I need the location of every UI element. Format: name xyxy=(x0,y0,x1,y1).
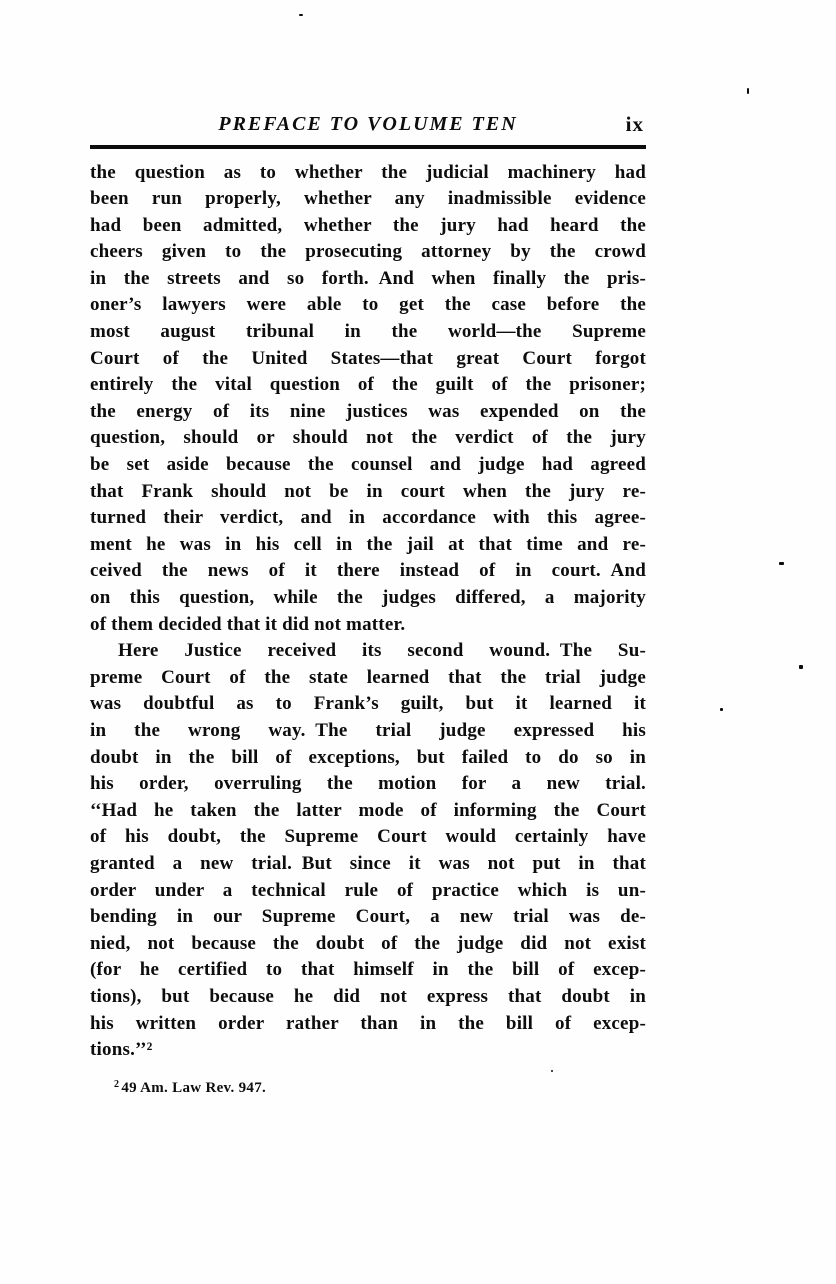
body-text xyxy=(90,160,646,1064)
text-line: granted a new trial. But since it was not put in that xyxy=(90,852,646,874)
text-line: oner’s lawyers were able to get the case before the xyxy=(90,294,646,316)
text-line: cheers given to the prosecuting attorney by the crowd xyxy=(90,241,646,263)
text-line: in the wrong way. The trial judge expressed his xyxy=(90,719,646,741)
footnote xyxy=(90,1079,646,1097)
header-rule xyxy=(90,145,646,149)
text-line: was doubtful as to Frank’s guilt, but it learned it xyxy=(90,693,646,715)
text-line: doubt in the bill of exceptions, but failed to do so in xyxy=(90,746,646,768)
footnote-marker: 2 xyxy=(114,1078,120,1090)
text-line: in the streets and so forth. And when finally the pris- xyxy=(90,267,646,289)
text-line: on this question, while the judges differed, a majority xyxy=(90,587,646,608)
text-line: turned their verdict, and in accordance with this agree- xyxy=(90,507,646,529)
text-line: the energy of its nine justices was expended on the xyxy=(90,400,646,422)
text-line: his order, overruling the motion for a new trial. xyxy=(90,773,646,795)
text-line: his written order rather than in the bill of excep- xyxy=(90,1012,646,1034)
text-line: most august tribunal in the world—the Supreme xyxy=(90,321,646,343)
text-line: order under a technical rule of practice which is un- xyxy=(90,879,646,901)
text-line: be set aside because the counsel and judge had agreed xyxy=(90,454,646,476)
text-line: that Frank should not be in court when the jury re- xyxy=(90,480,646,502)
text-line: preme Court of the state learned that the trial judge xyxy=(90,666,646,688)
page-number: ix xyxy=(625,112,644,136)
scan-speck xyxy=(799,665,803,669)
page-header xyxy=(90,112,646,142)
text-line: tions), but because he did not express that doubt in xyxy=(90,985,646,1007)
text-line: question, should or should not the verdict of the jury xyxy=(90,427,646,449)
scan-speck xyxy=(747,88,749,94)
text-line: of them decided that it did not matter. xyxy=(90,613,406,635)
scan-speck xyxy=(720,708,723,711)
text-line: Court of the United States—that great Court forgot xyxy=(90,347,646,369)
paragraph xyxy=(90,638,646,1064)
text-line: entirely the vital question of the guilt of the prisoner; xyxy=(90,374,646,396)
text-line: of his doubt, the Supreme Court would certainly have xyxy=(90,826,646,848)
text-line: been run properly, whether any inadmissible evidence xyxy=(90,188,646,210)
running-title: PREFACE TO VOLUME TEN xyxy=(218,113,518,135)
text-line: Here Justice received its second wound. The Su- xyxy=(118,640,646,662)
text-line: tions.’’² xyxy=(90,1039,153,1061)
scan-speck xyxy=(779,562,784,565)
text-column xyxy=(90,112,646,1097)
paragraph xyxy=(90,160,646,639)
footnote-text: 49 Am. Law Rev. 947. xyxy=(121,1079,267,1096)
text-line: had been admitted, whether the jury had heard the xyxy=(90,214,646,236)
text-line: the question as to whether the judicial machinery had xyxy=(90,161,646,183)
scan-speck xyxy=(299,14,303,16)
text-line: ment he was in his cell in the jail at that time and re- xyxy=(90,533,646,555)
text-line: bending in our Supreme Court, a new trial was de- xyxy=(90,906,646,928)
text-line: (for he certified to that himself in the bill of excep- xyxy=(90,959,646,981)
text-line: ‘‘Had he taken the latter mode of informing the Court xyxy=(90,799,646,821)
text-line: nied, not because the doubt of the judge did not exist xyxy=(90,932,646,954)
text-line: ceived the news of it there instead of in court. And xyxy=(90,560,646,582)
